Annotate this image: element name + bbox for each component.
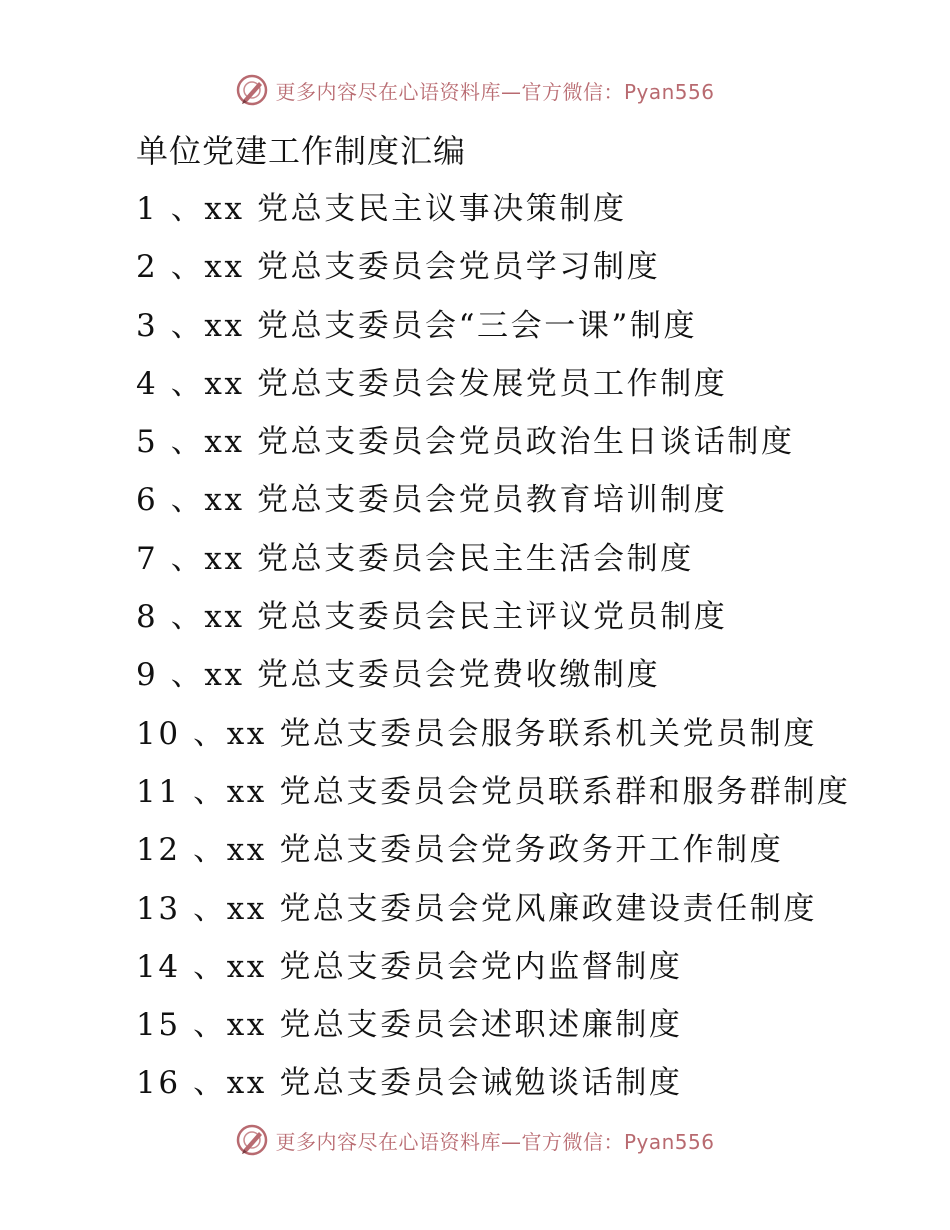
list-item: 13 、xx 党总支委员会党风廉政建设责任制度	[136, 890, 817, 927]
list-item: 3 、xx 党总支委员会“三会一课”制度	[136, 307, 698, 344]
watermark-text: 更多内容尽在心语资料库—官方微信：Pyan556	[275, 1129, 715, 1154]
list-item: 12 、xx 党总支委员会党务政务开工作制度	[136, 832, 784, 869]
list-item: 4 、xx 党总支委员会发展党员工作制度	[136, 365, 728, 402]
watermark-text: 更多内容尽在心语资料库—官方微信：Pyan556	[275, 79, 715, 104]
list-item: 14 、xx 党总支委员会党内监督制度	[136, 948, 683, 985]
list-item: 16 、xx 党总支委员会诫勉谈话制度	[136, 1065, 683, 1102]
list-item: 15 、xx 党总支委员会述职述廉制度	[136, 1007, 683, 1044]
list-item: 9 、xx 党总支委员会党费收缴制度	[136, 657, 661, 694]
regulation-list	[136, 180, 916, 1113]
list-item: 2 、xx 党总支委员会党员学习制度	[136, 249, 661, 286]
header-watermark	[0, 72, 950, 108]
list-item: 6 、xx 党总支委员会党员教育培训制度	[136, 482, 728, 519]
list-item: 10 、xx 党总支委员会服务联系机关党员制度	[136, 715, 817, 752]
list-item: 7 、xx 党总支委员会民主生活会制度	[136, 540, 694, 577]
list-item: 1 、xx 党总支民主议事决策制度	[136, 191, 627, 227]
document-body	[136, 122, 916, 1113]
pen-logo-icon	[235, 1123, 269, 1157]
footer-watermark	[0, 1122, 950, 1158]
list-item: 8 、xx 党总支委员会民主评议党员制度	[136, 599, 728, 636]
document-title: 单位党建工作制度汇编	[136, 132, 467, 170]
pen-logo-icon	[235, 73, 269, 107]
list-item: 5 、xx 党总支委员会党员政治生日谈话制度	[136, 424, 795, 461]
list-item: 11 、xx 党总支委员会党员联系群和服务群制度	[136, 773, 851, 810]
